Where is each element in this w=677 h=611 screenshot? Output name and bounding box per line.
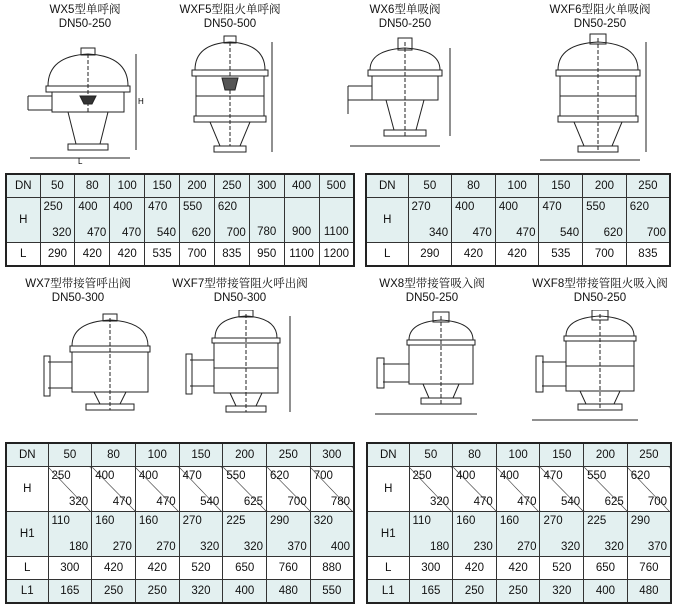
l1-cell: 250 (135, 580, 179, 604)
row-label-dn: DN (6, 174, 40, 198)
l-cell: 420 (495, 243, 539, 267)
l-cell: 520 (179, 557, 223, 580)
l-cell: 760 (627, 557, 671, 580)
dn-cell: 250 (214, 174, 249, 198)
h-cell: 620 700 (267, 467, 311, 512)
l1-cell: 400 (584, 580, 628, 604)
spec-table-wx7-wxf7 (5, 442, 355, 604)
wxf8-valve-drawing (520, 310, 670, 426)
title-wxf6: WXF6型阻火单吸阀 DN50-250 (549, 4, 651, 30)
title-wx7: WX7型带接管呼出阀 DN50-300 (25, 278, 131, 304)
dn-cell: 250 (627, 443, 671, 467)
row-label-h: H (6, 467, 48, 512)
dn-cell: 200 (584, 443, 628, 467)
dn-cell: 100 (496, 443, 540, 467)
h-cell: 1100 (319, 198, 354, 243)
h-cell: 470 540 (179, 467, 223, 512)
dn-cell: 80 (75, 174, 110, 198)
dn-cell: 100 (135, 443, 179, 467)
dn-cell: 100 (495, 174, 539, 198)
wxf5-valve-drawing (180, 34, 280, 164)
l-cell: 420 (496, 557, 540, 580)
wx8-valve-drawing (365, 310, 495, 422)
table-row-l (366, 243, 670, 267)
row-label-dn: DN (367, 443, 409, 467)
l1-cell: 320 (540, 580, 584, 604)
h-cell: 620 700 (627, 467, 671, 512)
row-label-dn: DN (6, 443, 48, 467)
l1-cell: 250 (92, 580, 136, 604)
dn-cell: 250 (626, 174, 670, 198)
title-wxf7: WXF7型带接管阻火呼出阀 DN50-300 (172, 278, 308, 304)
table-row-dn (6, 174, 354, 198)
h-cell: 400 470 (496, 467, 540, 512)
dn-cell: 80 (92, 443, 136, 467)
h-cell: 250 320 (48, 467, 92, 512)
h-cell: 400 470 (495, 198, 539, 243)
l-cell: 300 (409, 557, 453, 580)
l-cell: 1200 (319, 243, 354, 267)
spec-table-wx5-wxf5 (5, 173, 355, 267)
h-cell: 400 470 (452, 198, 496, 243)
h-cell: 400 470 (135, 467, 179, 512)
table-row-h (366, 198, 670, 243)
h1-cell: 290 370 (267, 512, 311, 557)
l-cell: 650 (223, 557, 267, 580)
table-row-dn (6, 443, 354, 467)
table-row-h (367, 467, 671, 512)
h-cell: 620 700 (214, 198, 249, 243)
wx5-valve-drawing (18, 34, 148, 164)
h-cell: 470 540 (539, 198, 583, 243)
dn-cell: 100 (110, 174, 145, 198)
l-cell: 420 (452, 243, 496, 267)
l1-cell: 400 (223, 580, 267, 604)
row-label-l: L (6, 557, 48, 580)
h1-cell: 270 320 (540, 512, 584, 557)
h1-cell: 270 320 (179, 512, 223, 557)
l-cell: 420 (110, 243, 145, 267)
title-wxf8: WXF8型带接管阻火吸入阀 DN50-250 (532, 278, 668, 304)
l-cell: 880 (310, 557, 354, 580)
h-cell: 550 625 (584, 467, 628, 512)
row-label-dn: DN (366, 174, 408, 198)
dn-cell: 80 (452, 174, 496, 198)
h-cell: 620 700 (626, 198, 670, 243)
h-cell: 780 (249, 198, 284, 243)
l-cell: 520 (540, 557, 584, 580)
h-cell: 270 340 (408, 198, 452, 243)
l-cell: 1100 (284, 243, 319, 267)
dim-h-label: H (138, 97, 144, 106)
title-wx8: WX8型带接管吸入阀 DN50-250 (379, 278, 485, 304)
l1-cell: 165 (48, 580, 92, 604)
h-cell: 550 620 (583, 198, 627, 243)
h-cell: 400 470 (92, 467, 136, 512)
h-cell: 250 320 (40, 198, 75, 243)
l-cell: 535 (539, 243, 583, 267)
table-row-l1 (367, 580, 671, 604)
l-cell: 420 (135, 557, 179, 580)
h1-cell: 110 180 (48, 512, 92, 557)
title-wxf5: WXF5型阻火单呼阀 DN50-500 (179, 4, 281, 30)
l-cell: 760 (267, 557, 311, 580)
h-cell: 900 (284, 198, 319, 243)
table-row-h1 (367, 512, 671, 557)
h1-cell: 160 230 (453, 512, 497, 557)
dn-cell: 150 (179, 443, 223, 467)
l-cell: 420 (92, 557, 136, 580)
row-label-l: L (367, 557, 409, 580)
h1-cell: 290 370 (627, 512, 671, 557)
l-cell: 290 (40, 243, 75, 267)
dn-cell: 400 (284, 174, 319, 198)
wx7-valve-drawing (42, 310, 162, 422)
h1-cell: 225 320 (223, 512, 267, 557)
h-cell: 700 780 (310, 467, 354, 512)
l1-cell: 250 (453, 580, 497, 604)
row-label-l: L (6, 243, 40, 267)
h-cell: 400 470 (75, 198, 110, 243)
l-cell: 835 (626, 243, 670, 267)
row-label-h1: H1 (367, 512, 409, 557)
dn-cell: 300 (310, 443, 354, 467)
table-row-dn (366, 174, 670, 198)
table-row-h (6, 198, 354, 243)
row-label-h: H (366, 198, 408, 243)
h-cell: 470 540 (540, 467, 584, 512)
row-label-h1: H1 (6, 512, 48, 557)
l-cell: 835 (214, 243, 249, 267)
h-cell: 550 625 (223, 467, 267, 512)
dn-cell: 50 (408, 174, 452, 198)
dn-cell: 80 (453, 443, 497, 467)
spec-table-wx8-wxf8 (366, 442, 672, 604)
h-cell: 550 620 (180, 198, 215, 243)
table-row-dn (367, 443, 671, 467)
wxf7-valve-drawing (180, 310, 310, 422)
row-label-l: L (366, 243, 408, 267)
h1-cell: 160 270 (135, 512, 179, 557)
h-cell: 400 470 (110, 198, 145, 243)
l-cell: 700 (180, 243, 215, 267)
table-row-l (6, 243, 354, 267)
l-cell: 300 (48, 557, 92, 580)
h-cell: 400 470 (453, 467, 497, 512)
dn-cell: 200 (583, 174, 627, 198)
l-cell: 420 (75, 243, 110, 267)
table-row-h (6, 467, 354, 512)
l-cell: 420 (453, 557, 497, 580)
row-label-l1: L1 (367, 580, 409, 604)
l1-cell: 165 (409, 580, 453, 604)
l-cell: 700 (583, 243, 627, 267)
l1-cell: 250 (496, 580, 540, 604)
table-row-l (6, 557, 354, 580)
l-cell: 290 (408, 243, 452, 267)
l1-cell: 480 (267, 580, 311, 604)
l-cell: 535 (145, 243, 180, 267)
dn-cell: 500 (319, 174, 354, 198)
title-wx5: WX5型单呼阀 DN50-250 (49, 4, 121, 30)
h1-cell: 110 180 (409, 512, 453, 557)
row-label-l1: L1 (6, 580, 48, 604)
l1-cell: 480 (627, 580, 671, 604)
l-cell: 950 (249, 243, 284, 267)
table-row-l1 (6, 580, 354, 604)
h-cell: 470 540 (145, 198, 180, 243)
wx6-valve-drawing (340, 34, 480, 154)
row-label-h: H (367, 467, 409, 512)
dn-cell: 150 (539, 174, 583, 198)
dn-cell: 50 (409, 443, 453, 467)
wxf6-valve-drawing (530, 30, 670, 164)
h1-cell: 160 270 (496, 512, 540, 557)
l-cell: 650 (584, 557, 628, 580)
dn-cell: 250 (267, 443, 311, 467)
h1-cell: 225 320 (584, 512, 628, 557)
dn-cell: 50 (40, 174, 75, 198)
h-cell: 250 320 (409, 467, 453, 512)
dn-cell: 200 (180, 174, 215, 198)
dn-cell: 300 (249, 174, 284, 198)
table-row-h1 (6, 512, 354, 557)
dn-cell: 50 (48, 443, 92, 467)
spec-table-wx6-wxf6 (365, 173, 671, 267)
l1-cell: 550 (310, 580, 354, 604)
title-wx6: WX6型单吸阀 DN50-250 (369, 4, 441, 30)
row-label-h: H (6, 198, 40, 243)
dn-cell: 150 (540, 443, 584, 467)
dim-l-label: L (78, 157, 83, 164)
l1-cell: 320 (179, 580, 223, 604)
table-row-l (367, 557, 671, 580)
h1-cell: 320 400 (310, 512, 354, 557)
h1-cell: 160 270 (92, 512, 136, 557)
dn-cell: 150 (145, 174, 180, 198)
dn-cell: 200 (223, 443, 267, 467)
